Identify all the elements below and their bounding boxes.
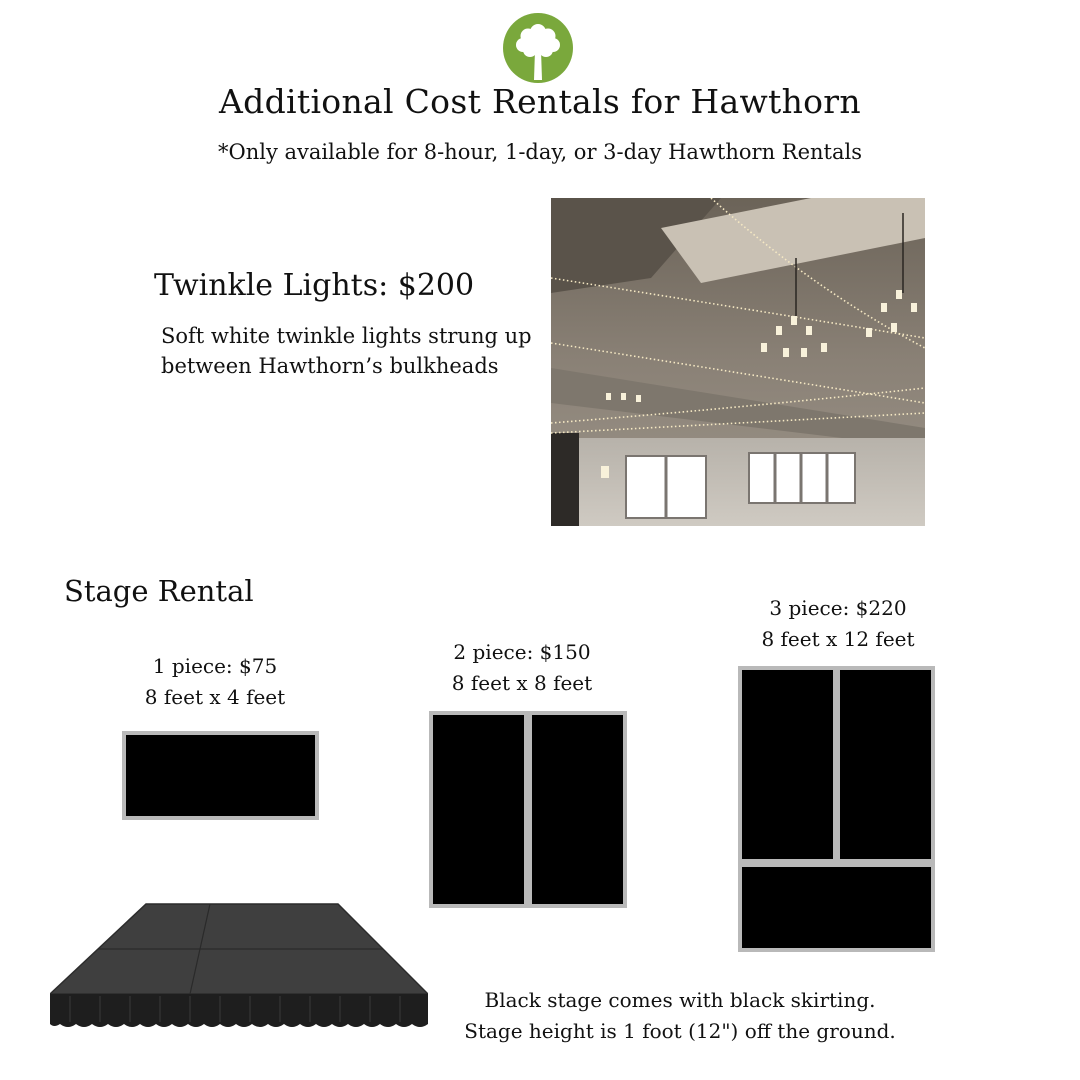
twinkle-lights-photo (551, 198, 925, 526)
stage-option-size: 8 feet x 4 feet (144, 685, 286, 709)
stage-option-1 (115, 651, 315, 713)
stage-panel (433, 715, 524, 904)
stage-option-size: 8 feet x 8 feet (451, 671, 593, 695)
tree-logo-icon (502, 12, 574, 84)
stage-option-2 (422, 637, 622, 699)
stage-rental-heading: Stage Rental (64, 574, 254, 608)
stage-panel (840, 670, 931, 859)
stage-diagram-2-piece (429, 711, 627, 908)
stage-panel (126, 735, 315, 816)
stage-option-size: 8 feet x 12 feet (761, 627, 915, 651)
stage-option-price: 2 piece: $150 (453, 640, 591, 664)
stage-panel (742, 670, 833, 859)
stage-option-price: 1 piece: $75 (152, 654, 278, 678)
twinkle-lights-description (161, 321, 541, 381)
twinkle-description-line: between Hawthorn’s bulkheads (161, 354, 499, 378)
stage-diagram-3-piece (738, 666, 935, 952)
page-title: Additional Cost Rentals for Hawthorn (219, 82, 861, 121)
stage-note (440, 985, 920, 1047)
stage-option-3 (738, 593, 938, 655)
stage-diagram-1-piece (122, 731, 319, 820)
stage-option-price: 3 piece: $220 (769, 596, 907, 620)
stage-panel (532, 715, 623, 904)
stage-note-line: Stage height is 1 foot (12") off the ground. (464, 1019, 896, 1043)
page-subtitle: *Only available for 8-hour, 1-day, or 3-day Hawthorn Rentals (217, 140, 862, 164)
twinkle-lights-heading: Twinkle Lights: $200 (154, 268, 475, 303)
stage-panel (742, 867, 931, 948)
stage-note-line: Black stage comes with black skirting. (484, 988, 876, 1012)
stage-photo (50, 902, 428, 1032)
twinkle-description-line: Soft white twinkle lights strung up (161, 324, 532, 348)
